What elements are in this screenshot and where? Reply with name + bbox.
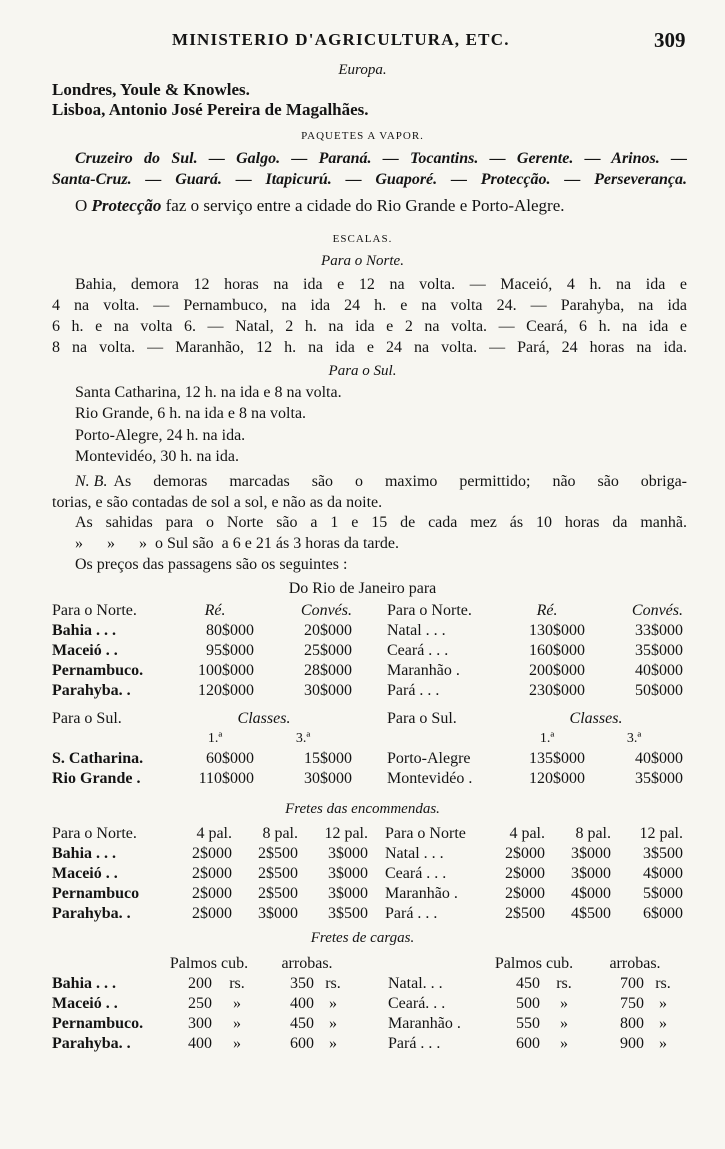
unit-cell: » (659, 995, 667, 1012)
cargas-right-table (388, 954, 682, 1054)
table-row (52, 884, 368, 904)
ship-list-line: Cruzeiro do Sul. — Galgo. — Paraná. — Tocantins. — Gerente. — Arinos. — (75, 150, 687, 167)
table-header-row (52, 709, 352, 729)
note-prefix: O (75, 196, 88, 215)
col-header: Palmos cub. (494, 955, 574, 972)
passagens-norte-left-table (52, 601, 352, 701)
table-header-row (385, 824, 683, 844)
dest-cell: Bahia . . . (52, 622, 117, 639)
table-row (52, 844, 368, 864)
protecao-note (75, 196, 565, 216)
value-cell: 750 (620, 995, 644, 1012)
value-cell: 600 (290, 1035, 314, 1052)
table-row (387, 681, 683, 701)
escala-norte-line: 4 na volta. — Pernambuco, na ida 24 h. e na volta 24. — Parahyba, na ida (52, 297, 687, 314)
dest-cell: Bahia . . . (52, 845, 117, 862)
value-cell: 600 (516, 1035, 540, 1052)
price-cell: 110$000 (198, 770, 254, 787)
table-row (388, 1014, 682, 1034)
passagens-sul-right-table (387, 709, 683, 789)
dest-cell: Natal. . . (388, 975, 443, 992)
table-header-row (387, 729, 683, 749)
table-row (52, 974, 352, 994)
col-header: 4 pal. (196, 825, 232, 842)
price-cell: 60$000 (206, 750, 254, 767)
table-header-row (52, 601, 352, 621)
passagens-sul-left-table (52, 709, 352, 789)
nb-line-2: torias, e são contadas de sol a sol, e não as da noite. (52, 494, 383, 511)
dest-cell: Maceió . . (52, 995, 118, 1012)
value-cell: 450 (290, 1015, 314, 1032)
price-cell: 135$000 (529, 750, 585, 767)
dest-cell: Ceará. . . (388, 995, 446, 1012)
dest-cell: Parahyba. . (52, 905, 131, 922)
price-cell: 230$000 (529, 682, 585, 699)
unit-cell: » (233, 995, 241, 1012)
table-row (52, 661, 352, 681)
price-cell: 100$000 (198, 662, 254, 679)
dest-cell: S. Catharina. (52, 750, 144, 767)
price-cell: 3$000 (328, 865, 368, 882)
table-row (52, 681, 352, 701)
value-cell: 250 (188, 995, 212, 1012)
value-cell: 350 (290, 975, 314, 992)
dest-cell: Pará . . . (388, 1035, 441, 1052)
dest-cell: Maceió . . (52, 642, 118, 659)
note-ship: Protecção (91, 196, 162, 215)
price-cell: 50$000 (635, 682, 683, 699)
table-row (388, 1034, 682, 1054)
unit-cell: » (659, 1035, 667, 1052)
cargas-left-table (52, 954, 352, 1054)
escala-sul-line: Montevidéo, 30 h. na ida. (75, 448, 239, 465)
dest-cell: Natal . . . (385, 845, 444, 862)
table-header-row (388, 954, 682, 974)
col-header: Classes. (237, 710, 291, 727)
price-cell: 2$000 (192, 865, 232, 882)
dest-cell: Ceará . . . (387, 642, 449, 659)
price-cell: 120$000 (198, 682, 254, 699)
price-cell: 2$500 (258, 865, 298, 882)
escalas-heading: ESCALAS. (332, 233, 393, 245)
agent-line: Lisboa, Antonio José Pereira de Magalhães. (52, 100, 369, 119)
escala-sul-line: Santa Catharina, 12 h. na ida e 8 na volta. (75, 384, 342, 401)
col-header: Ré. (204, 602, 226, 619)
table-row (387, 661, 683, 681)
price-cell: 5$000 (643, 885, 683, 902)
price-cell: 28$000 (304, 662, 352, 679)
dest-cell: Pará . . . (387, 682, 440, 699)
price-cell: 33$000 (635, 622, 683, 639)
price-cell: 2$500 (258, 845, 298, 862)
value-cell: 500 (516, 995, 540, 1012)
unit-cell: » (659, 1015, 667, 1032)
price-cell: 35$000 (635, 770, 683, 787)
table-row (385, 884, 683, 904)
page-number: 309 (654, 28, 686, 52)
col-header: arrobas. (281, 955, 333, 972)
escala-sul-line: Rio Grande, 6 h. na ida e 8 na volta. (75, 405, 307, 422)
encommendas-left-table (52, 824, 368, 924)
escala-sul-line: Porto-Alegre, 24 h. na ida. (75, 427, 246, 444)
dest-cell: Natal . . . (387, 622, 446, 639)
nb-text: As demoras marcadas são o maximo permittido; não são obriga- (113, 473, 687, 490)
nb-label: N. B. (75, 473, 108, 490)
col-header: 4 pal. (509, 825, 545, 842)
table-header-row (52, 954, 352, 974)
value-cell: 900 (620, 1035, 644, 1052)
precos-line: Os preços das passagens são os seguintes : (75, 556, 348, 573)
price-cell: 40$000 (635, 750, 683, 767)
price-cell: 30$000 (304, 682, 352, 699)
unit-cell: » (560, 1035, 568, 1052)
dest-cell: Maranhão . (388, 1015, 461, 1032)
table-row (387, 641, 683, 661)
price-cell: 3$500 (328, 905, 368, 922)
table-row (52, 769, 352, 789)
price-cell: 2$000 (192, 905, 232, 922)
table-row (385, 844, 683, 864)
col-header: 8 pal. (262, 825, 298, 842)
table-row (387, 769, 683, 789)
table-row (52, 864, 368, 884)
price-cell: 80$000 (206, 622, 254, 639)
dest-cell: Porto-Alegre (387, 750, 471, 767)
table-row (387, 621, 683, 641)
price-cell: 2$500 (258, 885, 298, 902)
unit-cell: rs. (325, 975, 341, 992)
table-row (52, 621, 352, 641)
dest-cell: Pernambuco. (52, 1015, 144, 1032)
passagens-norte-right-table (387, 601, 683, 701)
value-cell: 400 (290, 995, 314, 1012)
price-cell: 130$000 (529, 622, 585, 639)
cargas-heading: Fretes de cargas. (310, 930, 415, 946)
price-cell: 120$000 (529, 770, 585, 787)
col-header: Para o Norte. (387, 602, 472, 619)
table-row (52, 904, 368, 924)
price-cell: 6$000 (643, 905, 683, 922)
norte-heading: Para o Norte. (321, 253, 404, 269)
running-header: MINISTERIO D'AGRICULTURA, ETC. (172, 30, 510, 49)
col-header: Para o Norte. (52, 602, 137, 619)
saidas-line-2: » » » o Sul são a 6 e 21 ás 3 horas da tarde. (75, 535, 399, 552)
table-row (52, 1014, 352, 1034)
price-cell: 2$000 (192, 845, 232, 862)
agent-line: Londres, Youle & Knowles. (52, 80, 250, 99)
table-row (52, 1034, 352, 1054)
price-cell: 3$000 (571, 845, 611, 862)
value-cell: 800 (620, 1015, 644, 1032)
table-row (388, 974, 682, 994)
value-cell: 300 (188, 1015, 212, 1032)
price-cell: 15$000 (304, 750, 352, 767)
value-cell: 200 (188, 975, 212, 992)
encommendas-right-table (385, 824, 683, 924)
dest-cell: Montevidéo . (387, 770, 473, 787)
price-cell: 30$000 (304, 770, 352, 787)
saidas-line: As sahidas para o Norte são a 1 e 15 de cada mez ás 10 horas da manhã. (75, 514, 687, 531)
table-row (52, 994, 352, 1014)
col-header: Para o Sul. (387, 710, 457, 727)
dest-cell: Pernambuco (52, 885, 140, 902)
dest-cell: Ceará . . . (385, 865, 447, 882)
value-cell: 700 (620, 975, 644, 992)
nb-line (75, 473, 687, 491)
unit-cell: » (329, 1015, 337, 1032)
price-cell: 3$000 (571, 865, 611, 882)
dest-cell: Maceió . . (52, 865, 118, 882)
table-row (385, 864, 683, 884)
table-row (52, 749, 352, 769)
col-header: 1.ª (207, 731, 223, 746)
escala-norte-line: 8 na volta. — Maranhão, 12 h. na ida e 24 na volta. — Pará, 24 horas na ida. (52, 339, 687, 356)
value-cell: 450 (516, 975, 540, 992)
price-cell: 2$000 (505, 885, 545, 902)
value-cell: 400 (188, 1035, 212, 1052)
unit-cell: » (329, 995, 337, 1012)
col-header: Para o Norte. (52, 825, 137, 842)
table-row (385, 904, 683, 924)
note-text: faz o serviço entre a cidade do Rio Grande e Porto-Alegre. (165, 196, 565, 215)
unit-cell: rs. (655, 975, 671, 992)
unit-cell: » (560, 1015, 568, 1032)
price-cell: 3$000 (328, 845, 368, 862)
table-row (388, 994, 682, 1014)
escala-norte-line: 6 h. e na volta 6. — Natal, 2 h. na ida e 2 na volta. — Ceará, 6 h. na ida e (52, 318, 687, 335)
price-cell: 95$000 (206, 642, 254, 659)
unit-cell: » (233, 1015, 241, 1032)
encommendas-heading: Fretes das encommendas. (285, 801, 440, 817)
col-header: 12 pal. (324, 825, 368, 842)
dest-cell: Maranhão . (385, 885, 458, 902)
table-header-row (387, 709, 683, 729)
table-header-row (387, 601, 683, 621)
price-cell: 4$000 (643, 865, 683, 882)
col-header: Para o Norte (385, 825, 466, 842)
paquetes-heading: PAQUETES A VAPOR. (301, 130, 424, 142)
col-header: arrobas. (609, 955, 661, 972)
col-header: 12 pal. (639, 825, 683, 842)
table-row (52, 641, 352, 661)
sul-heading: Para o Sul. (328, 363, 397, 379)
escala-norte-line: Bahia, demora 12 horas na ida e 12 na volta. — Maceió, 4 h. na ida e (75, 276, 687, 293)
dest-cell: Pará . . . (385, 905, 438, 922)
price-cell: 20$000 (304, 622, 352, 639)
col-header: Palmos cub. (169, 955, 249, 972)
europa-heading: Europa. (338, 62, 387, 78)
table-header-row (52, 824, 368, 844)
unit-cell: » (233, 1035, 241, 1052)
col-header: 3.ª (295, 731, 311, 746)
price-cell: 3$000 (258, 905, 298, 922)
dest-cell: Parahyba. . (52, 1035, 131, 1052)
table-header-row (52, 729, 352, 749)
price-cell: 3$000 (328, 885, 368, 902)
price-cell: 200$000 (529, 662, 585, 679)
unit-cell: rs. (229, 975, 245, 992)
dest-cell: Rio Grande . (52, 770, 141, 787)
price-cell: 40$000 (635, 662, 683, 679)
passagens-heading: Do Rio de Janeiro para (288, 580, 437, 597)
unit-cell: » (560, 995, 568, 1012)
col-header: Convés. (300, 602, 352, 619)
dest-cell: Parahyba. . (52, 682, 131, 699)
price-cell: 4$500 (571, 905, 611, 922)
col-header: 1.ª (539, 731, 555, 746)
price-cell: 25$000 (304, 642, 352, 659)
unit-cell: rs. (556, 975, 572, 992)
price-cell: 2$000 (505, 865, 545, 882)
price-cell: 160$000 (529, 642, 585, 659)
price-cell: 4$000 (571, 885, 611, 902)
price-cell: 2$500 (505, 905, 545, 922)
dest-cell: Maranhão . (387, 662, 460, 679)
price-cell: 2$000 (505, 845, 545, 862)
ship-list-line: Santa-Cruz. — Guará. — Itapicurú. — Guaporé. — Protecção. — Perseverança. (52, 171, 687, 188)
col-header: 3.ª (626, 731, 642, 746)
unit-cell: » (329, 1035, 337, 1052)
col-header: Classes. (569, 710, 623, 727)
col-header: Convés. (631, 602, 683, 619)
dest-cell: Pernambuco. (52, 662, 144, 679)
col-header: 8 pal. (575, 825, 611, 842)
col-header: Para o Sul. (52, 710, 122, 727)
price-cell: 35$000 (635, 642, 683, 659)
price-cell: 2$000 (192, 885, 232, 902)
col-header: Ré. (536, 602, 558, 619)
dest-cell: Bahia . . . (52, 975, 117, 992)
price-cell: 3$500 (643, 845, 683, 862)
table-row (387, 749, 683, 769)
value-cell: 550 (516, 1015, 540, 1032)
